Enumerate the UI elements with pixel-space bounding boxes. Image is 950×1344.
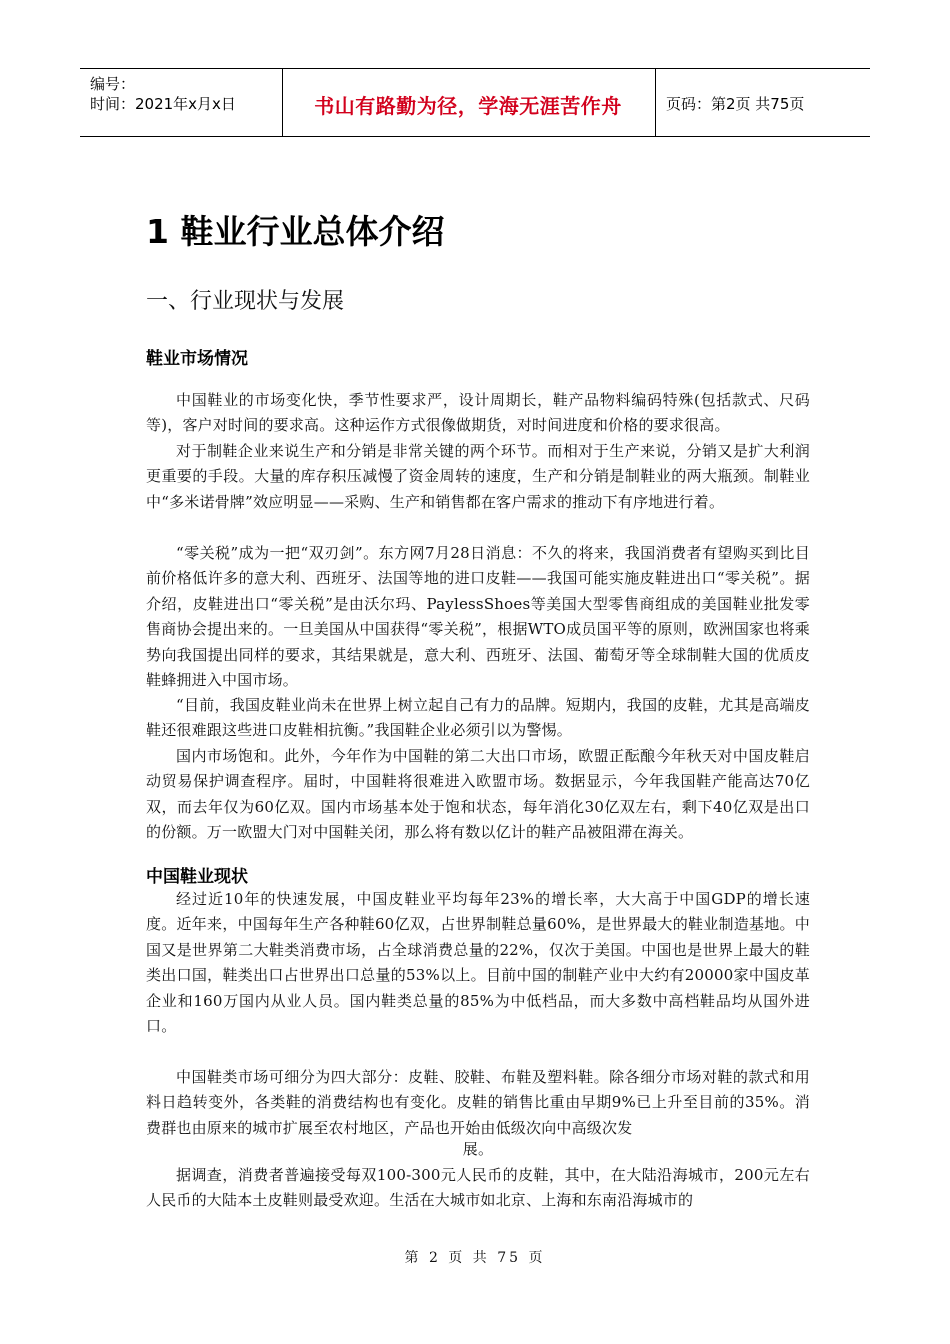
chapter-title: 1 鞋业行业总体介绍 xyxy=(146,212,445,251)
paragraph: 中国鞋业的市场变化快，季节性要求严，设计周期长，鞋产品物料编码特殊(包括款式、尺码等)，客户对时间的要求高。这种运作方式很像做期货，对时间进度和价格的要求很高。 xyxy=(146,391,810,435)
header-rule-top xyxy=(80,68,870,69)
page-footer: 第 2 页 共 75 页 xyxy=(404,1250,546,1266)
paragraph: “目前，我国皮鞋业尚未在世界上树立起自己有力的品牌。短期内，我国的皮鞋，尤其是高端皮鞋还很难跟这些进口皮鞋相抗衡。”我国鞋企业必须引以为警惕。 xyxy=(146,696,810,740)
paragraph: 国内市场饱和。此外，今年作为中国鞋的第二大出口市场，欧盟正酝酿今年秋天对中国皮鞋启动贸易保护调查程序。届时，中国鞋将很难进入欧盟市场。数据显示，今年我国鞋产能高达70亿双，而去年仅为60亿双。国内市场基本处于饱和状态，每年消化30亿双左右，剩下40亿双是出口的份额。万一欧盟大门对中国鞋关闭，那么将有数以亿计的鞋产品被阻滞在海关。 xyxy=(146,747,810,842)
section-heading: 一、行业现状与发展 xyxy=(146,289,345,314)
header-motto: 书山有路勤为径，学海无涯苦作舟 xyxy=(314,94,622,118)
document-number: 编号： xyxy=(90,75,136,93)
paragraph: 中国鞋类市场可细分为四大部分：皮鞋、胶鞋、布鞋及塑料鞋。除各细分市场对鞋的款式和用料日趋转变外，各类鞋的消费结构也有变化。皮鞋的销售比重由早期9%已上升至目前的35%。消费群也由原来的城市扩展至农村地区，产品也开始由低级次向中高级次发 xyxy=(146,1068,810,1137)
header-divider xyxy=(655,68,656,136)
paragraph: 经过近10年的快速发展，中国皮鞋业平均每年23%的增长率，大大高于中国GDP的增长速度。近年来，中国每年生产各种鞋60亿双，占世界制鞋总量60%，是世界最大的鞋业制造基地。中国又是世界第二大鞋类消费市场，占全球消费总量的22%，仅次于美国。中国也是世界上最大的鞋类出口国，鞋类出口占世界出口总量的53%以上。目前中国的制鞋产业中大约有20000家中国皮革企业和160万国内从业人员。国内鞋类总量的85%为中低档品，而大多数中高档鞋品均从国外进口。 xyxy=(146,890,810,1036)
subheading-status: 中国鞋业现状 xyxy=(146,867,248,887)
header-rule-bottom xyxy=(80,136,870,137)
paragraph: 据调查，消费者普遍接受每双100-300元人民币的皮鞋，其中，在大陆沿海城市，200元左右人民币的大陆本土皮鞋则最受欢迎。生活在大城市如北京、上海和东南沿海城市的 xyxy=(146,1166,810,1210)
header-meta xyxy=(90,74,236,114)
header-page-info: 页码：第2页 共75页 xyxy=(666,95,805,113)
paragraph: “零关税”成为一把“双刃剑”。东方网7月28日消息：不久的将来，我国消费者有望购买到比目前价格低许多的意大利、西班牙、法国等地的进口皮鞋——我国可能实施皮鞋进出口“零关税”。据介绍，皮鞋进出口“零关税”是由沃尔玛、PaylessShoes等美国大型零售商组成的美国鞋业批发零售商协会提出来的。一旦美国从中国获得“零关税”，根据WTO成员国平等的原则，欧洲国家也将乘势向我国提出同样的要求，其结果就是，意大利、西班牙、法国、葡萄牙等全球制鞋大国的优质皮鞋蜂拥进入中国市场。 xyxy=(146,544,810,690)
paragraph-tail: 展。 xyxy=(462,1140,494,1158)
subheading-market: 鞋业市场情况 xyxy=(146,349,248,369)
document-date: 时间：2021年x月x日 xyxy=(90,95,236,113)
paragraph: 对于制鞋企业来说生产和分销是非常关键的两个环节。而相对于生产来说，分销又是扩大利润更重要的手段。大量的库存积压减慢了资金周转的速度，生产和分销是制鞋业的两大瓶颈。制鞋业中“多米诺骨牌”效应明显——采购、生产和销售都在客户需求的推动下有序地进行着。 xyxy=(146,442,810,511)
